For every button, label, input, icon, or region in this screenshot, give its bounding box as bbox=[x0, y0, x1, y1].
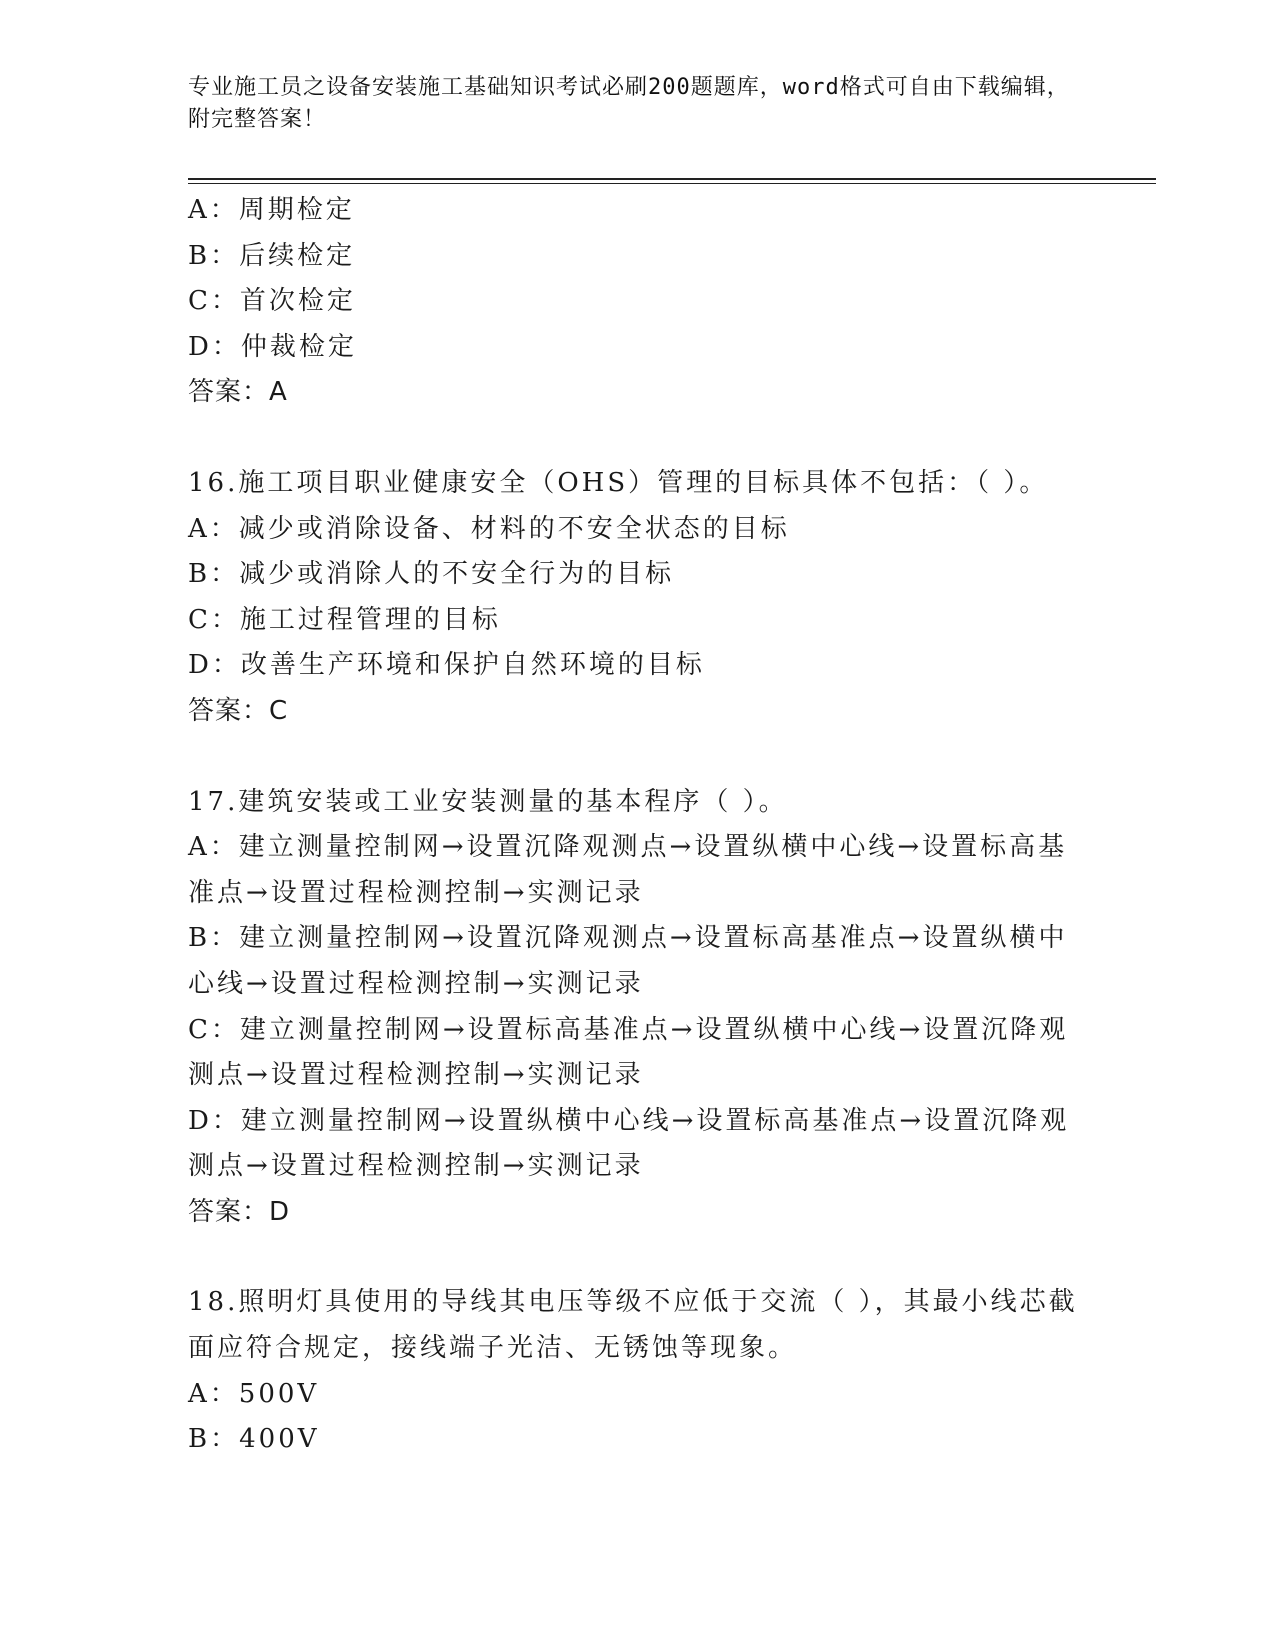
question-text: 18.照明灯具使用的导线其电压等级不应低于交流（ ），其最小线芯截面应符合规定，接线端子光洁、无锈蚀等现象。 bbox=[188, 1287, 1078, 1364]
option-b: B：减少或消除人的不安全行为的目标 bbox=[188, 559, 675, 590]
option-a: A：周期检定 bbox=[188, 195, 355, 225]
option-c: C：首次检定 bbox=[188, 286, 356, 317]
option-b: B：400V bbox=[188, 1424, 320, 1455]
option-a: A：500V bbox=[188, 1378, 320, 1409]
question-block-16 bbox=[188, 461, 1088, 735]
answer-line: 答案：D bbox=[188, 1196, 291, 1227]
question-text: 17.建筑安装或工业安装测量的基本程序（ ）。 bbox=[188, 786, 788, 817]
option-b: B：建立测量控制网→设置沉降观测点→设置标高基准点→设置纵横中心线→设置过程检测控制→实测记录 bbox=[188, 923, 1068, 999]
document-header-title: 专业施工员之设备安装施工基础知识考试必刷200题题库，word格式可自由下载编辑，附完整答案！ bbox=[188, 75, 1070, 132]
document-body bbox=[188, 188, 1088, 1463]
option-a: A：建立测量控制网→设置沉降观测点→设置纵横中心线→设置标高基准点→设置过程检测控制→实测记录 bbox=[188, 832, 1068, 908]
spacer bbox=[188, 1235, 1088, 1280]
option-d: D：改善生产环境和保护自然环境的目标 bbox=[188, 650, 705, 681]
question-block-17 bbox=[188, 780, 1088, 1236]
option-a: A：减少或消除设备、材料的不安全状态的目标 bbox=[188, 513, 790, 544]
header-divider-thick bbox=[188, 178, 1156, 180]
option-c: C：施工过程管理的目标 bbox=[188, 604, 501, 635]
header-divider-thin bbox=[188, 183, 1156, 184]
spacer bbox=[188, 735, 1088, 780]
option-d: D：仲裁检定 bbox=[188, 331, 357, 362]
answer-line: 答案：A bbox=[188, 377, 288, 408]
option-d: D：建立测量控制网→设置纵横中心线→设置标高基准点→设置沉降观测点→设置过程检测控制→实测记录 bbox=[188, 1105, 1070, 1182]
question-block-15 bbox=[188, 188, 1088, 416]
spacer bbox=[188, 416, 1088, 461]
option-c: C：建立测量控制网→设置标高基准点→设置纵横中心线→设置沉降观测点→设置过程检测控制→实测记录 bbox=[188, 1014, 1069, 1091]
option-b: B：后续检定 bbox=[188, 240, 356, 271]
answer-line: 答案：C bbox=[188, 695, 289, 726]
question-block-18 bbox=[188, 1280, 1088, 1462]
question-text: 16.施工项目职业健康安全（OHS）管理的目标具体不包括：（ ）。 bbox=[188, 467, 1049, 498]
